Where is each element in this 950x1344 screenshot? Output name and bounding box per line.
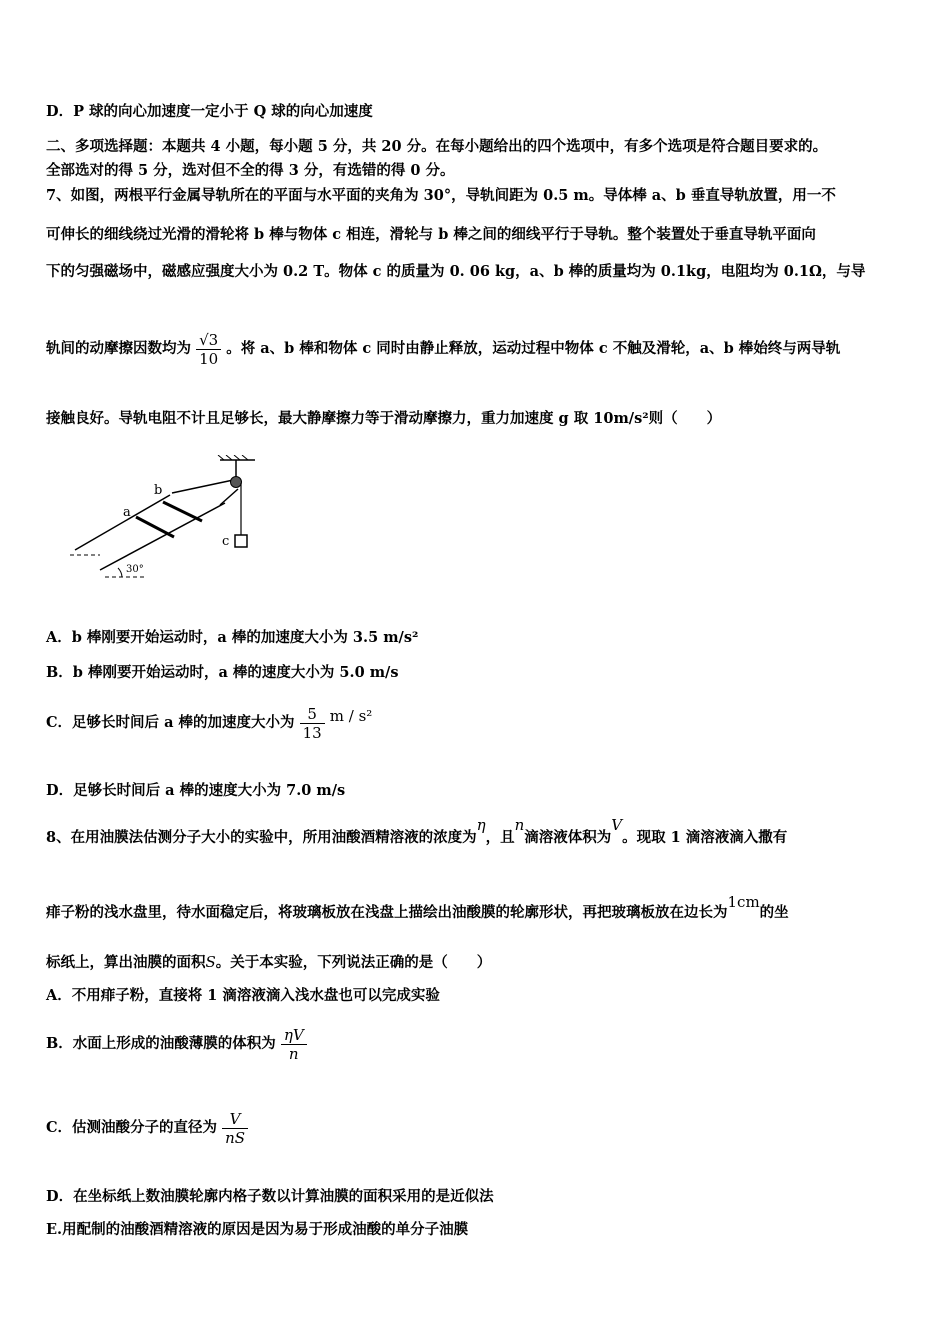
q8-line1 (46, 816, 788, 847)
q7-line2: 可伸长的细线绕过光滑的滑轮将 b 棒与物体 c 相连，滑轮与 b 棒之间的细线平行于导轨。整个装置处于垂直导轨平面向 (46, 226, 816, 243)
q8-option-e: E.用配制的油酸酒精溶液的原因是因为易于形成油酸的单分子油膜 (46, 1221, 469, 1238)
mu-fraction (196, 331, 221, 368)
volume-numerator: ηV (281, 1026, 307, 1045)
q7-line1: 7、如图，两根平行金属导轨所在的平面与水平面的夹角为 30°，导轨间距为 0.5 m。导体棒 a、b 垂直导轨放置，用一不 (46, 187, 836, 204)
q8-line2-part2: 的坐 (759, 904, 789, 921)
accel-numerator: 5 (300, 705, 325, 724)
q7-option-b: B．b 棒刚要开始运动时，a 棒的速度大小为 5.0 m/s (46, 664, 399, 681)
q8-option-b-pre: B．水面上形成的油酸薄膜的体积为 (46, 1035, 276, 1052)
string-to-pulley (172, 479, 238, 493)
q8-option-d: D．在坐标纸上数油膜轮廓内格子数以计算油膜的面积采用的是近似法 (46, 1188, 494, 1205)
symbol-eta: η (476, 816, 486, 834)
q7-line4-post: 。将 a、b 棒和物体 c 同时由静止释放，运动过程中物体 c 不触及滑轮，a、b 棒始终与两导轨 (226, 340, 841, 357)
section2-instructions: 全部选对的得 5 分，选对但不全的得 3 分，有选错的得 0 分。 (46, 162, 455, 179)
label-angle: 30° (126, 564, 144, 575)
angle-arc (118, 568, 122, 577)
q7-option-c-pre: C．足够长时间后 a 棒的加速度大小为 (46, 714, 295, 731)
rail-lower (100, 503, 225, 570)
volume-fraction (281, 1026, 307, 1063)
symbol-v: V (611, 816, 623, 834)
q8-line3 (46, 953, 491, 972)
q8-line3-part2: 。关于本实验，下列说法正确的是（ ） (215, 954, 492, 971)
diameter-fraction (222, 1110, 248, 1147)
q8-option-c (46, 1106, 248, 1150)
label-a: a (123, 505, 131, 520)
rod-b (163, 502, 202, 521)
diameter-numerator: V (222, 1110, 248, 1129)
q8-line1-part1: 8、在用油膜法估测分子大小的实验中，所用油酸酒精溶液的浓度为 (46, 829, 477, 846)
q7-option-a: A．b 棒刚要开始运动时，a 棒的加速度大小为 3.5 m/s² (46, 629, 419, 646)
label-c: c (222, 534, 230, 549)
accel-fraction (300, 705, 325, 742)
q7-line5: 接触良好。导轨电阻不计且足够长，最大静摩擦力等于滑动摩擦力，重力加速度 g 取 10m/s²则（ ） (46, 410, 722, 427)
symbol-n: n (514, 816, 525, 834)
volume-denominator: n (288, 1044, 299, 1063)
q8-line3-part1: 标纸上，算出油膜的面积 (46, 954, 206, 971)
section2-heading: 二、多项选择题：本题共 4 小题，每小题 5 分，共 20 分。在每小题给出的四个选项中，有多个选项是符合题目要求的。 (46, 138, 828, 155)
rail-lower-end (220, 489, 238, 505)
q7-line4 (46, 326, 840, 372)
block-c (235, 535, 247, 547)
rail-upper (75, 495, 170, 550)
accel-unit: m / s² (329, 707, 373, 725)
q8-line1-part4: 。现取 1 滴溶液滴入撒有 (622, 829, 788, 846)
diameter-denominator: nS (225, 1128, 246, 1147)
mu-numerator: √3 (196, 331, 221, 350)
mu-denominator: 10 (199, 349, 219, 368)
incline-rail-diagram (60, 455, 270, 590)
q8-option-a: A．不用痱子粉，直接将 1 滴溶液滴入浅水盘也可以完成实验 (46, 987, 440, 1004)
rod-a (136, 517, 174, 537)
prev-option-d: D．P 球的向心加速度一定小于 Q 球的向心加速度 (46, 103, 373, 120)
q7-option-d: D．足够长时间后 a 棒的速度大小为 7.0 m/s (46, 782, 346, 799)
q8-option-b (46, 1022, 307, 1066)
pulley (231, 477, 242, 488)
q8-line1-part2: ，且 (485, 829, 515, 846)
symbol-s: S (205, 953, 216, 971)
label-b: b (154, 483, 163, 498)
q7-line3: 下的匀强磁场中，磁感应强度大小为 0.2 T。物体 c 的质量为 0. 06 kg，a、b 棒的质量均为 0.1kg，电阻均为 0.1Ω，与导 (46, 263, 866, 280)
unit-cm: 1cm (727, 893, 760, 911)
q7-line4-pre: 轨间的动摩擦因数均为 (46, 340, 191, 357)
q8-line2-part1: 痱子粉的浅水盘里，待水面稳定后，将玻璃板放在浅盘上描绘出油酸膜的轮廓形状，再把玻璃板放在边长为 (46, 904, 728, 921)
q7-option-c (46, 700, 372, 745)
accel-denominator: 13 (302, 723, 322, 742)
q8-line1-part3: 滴溶液体积为 (524, 829, 612, 846)
q8-option-c-pre: C．估测油酸分子的直径为 (46, 1119, 218, 1136)
q8-line2 (46, 893, 789, 922)
